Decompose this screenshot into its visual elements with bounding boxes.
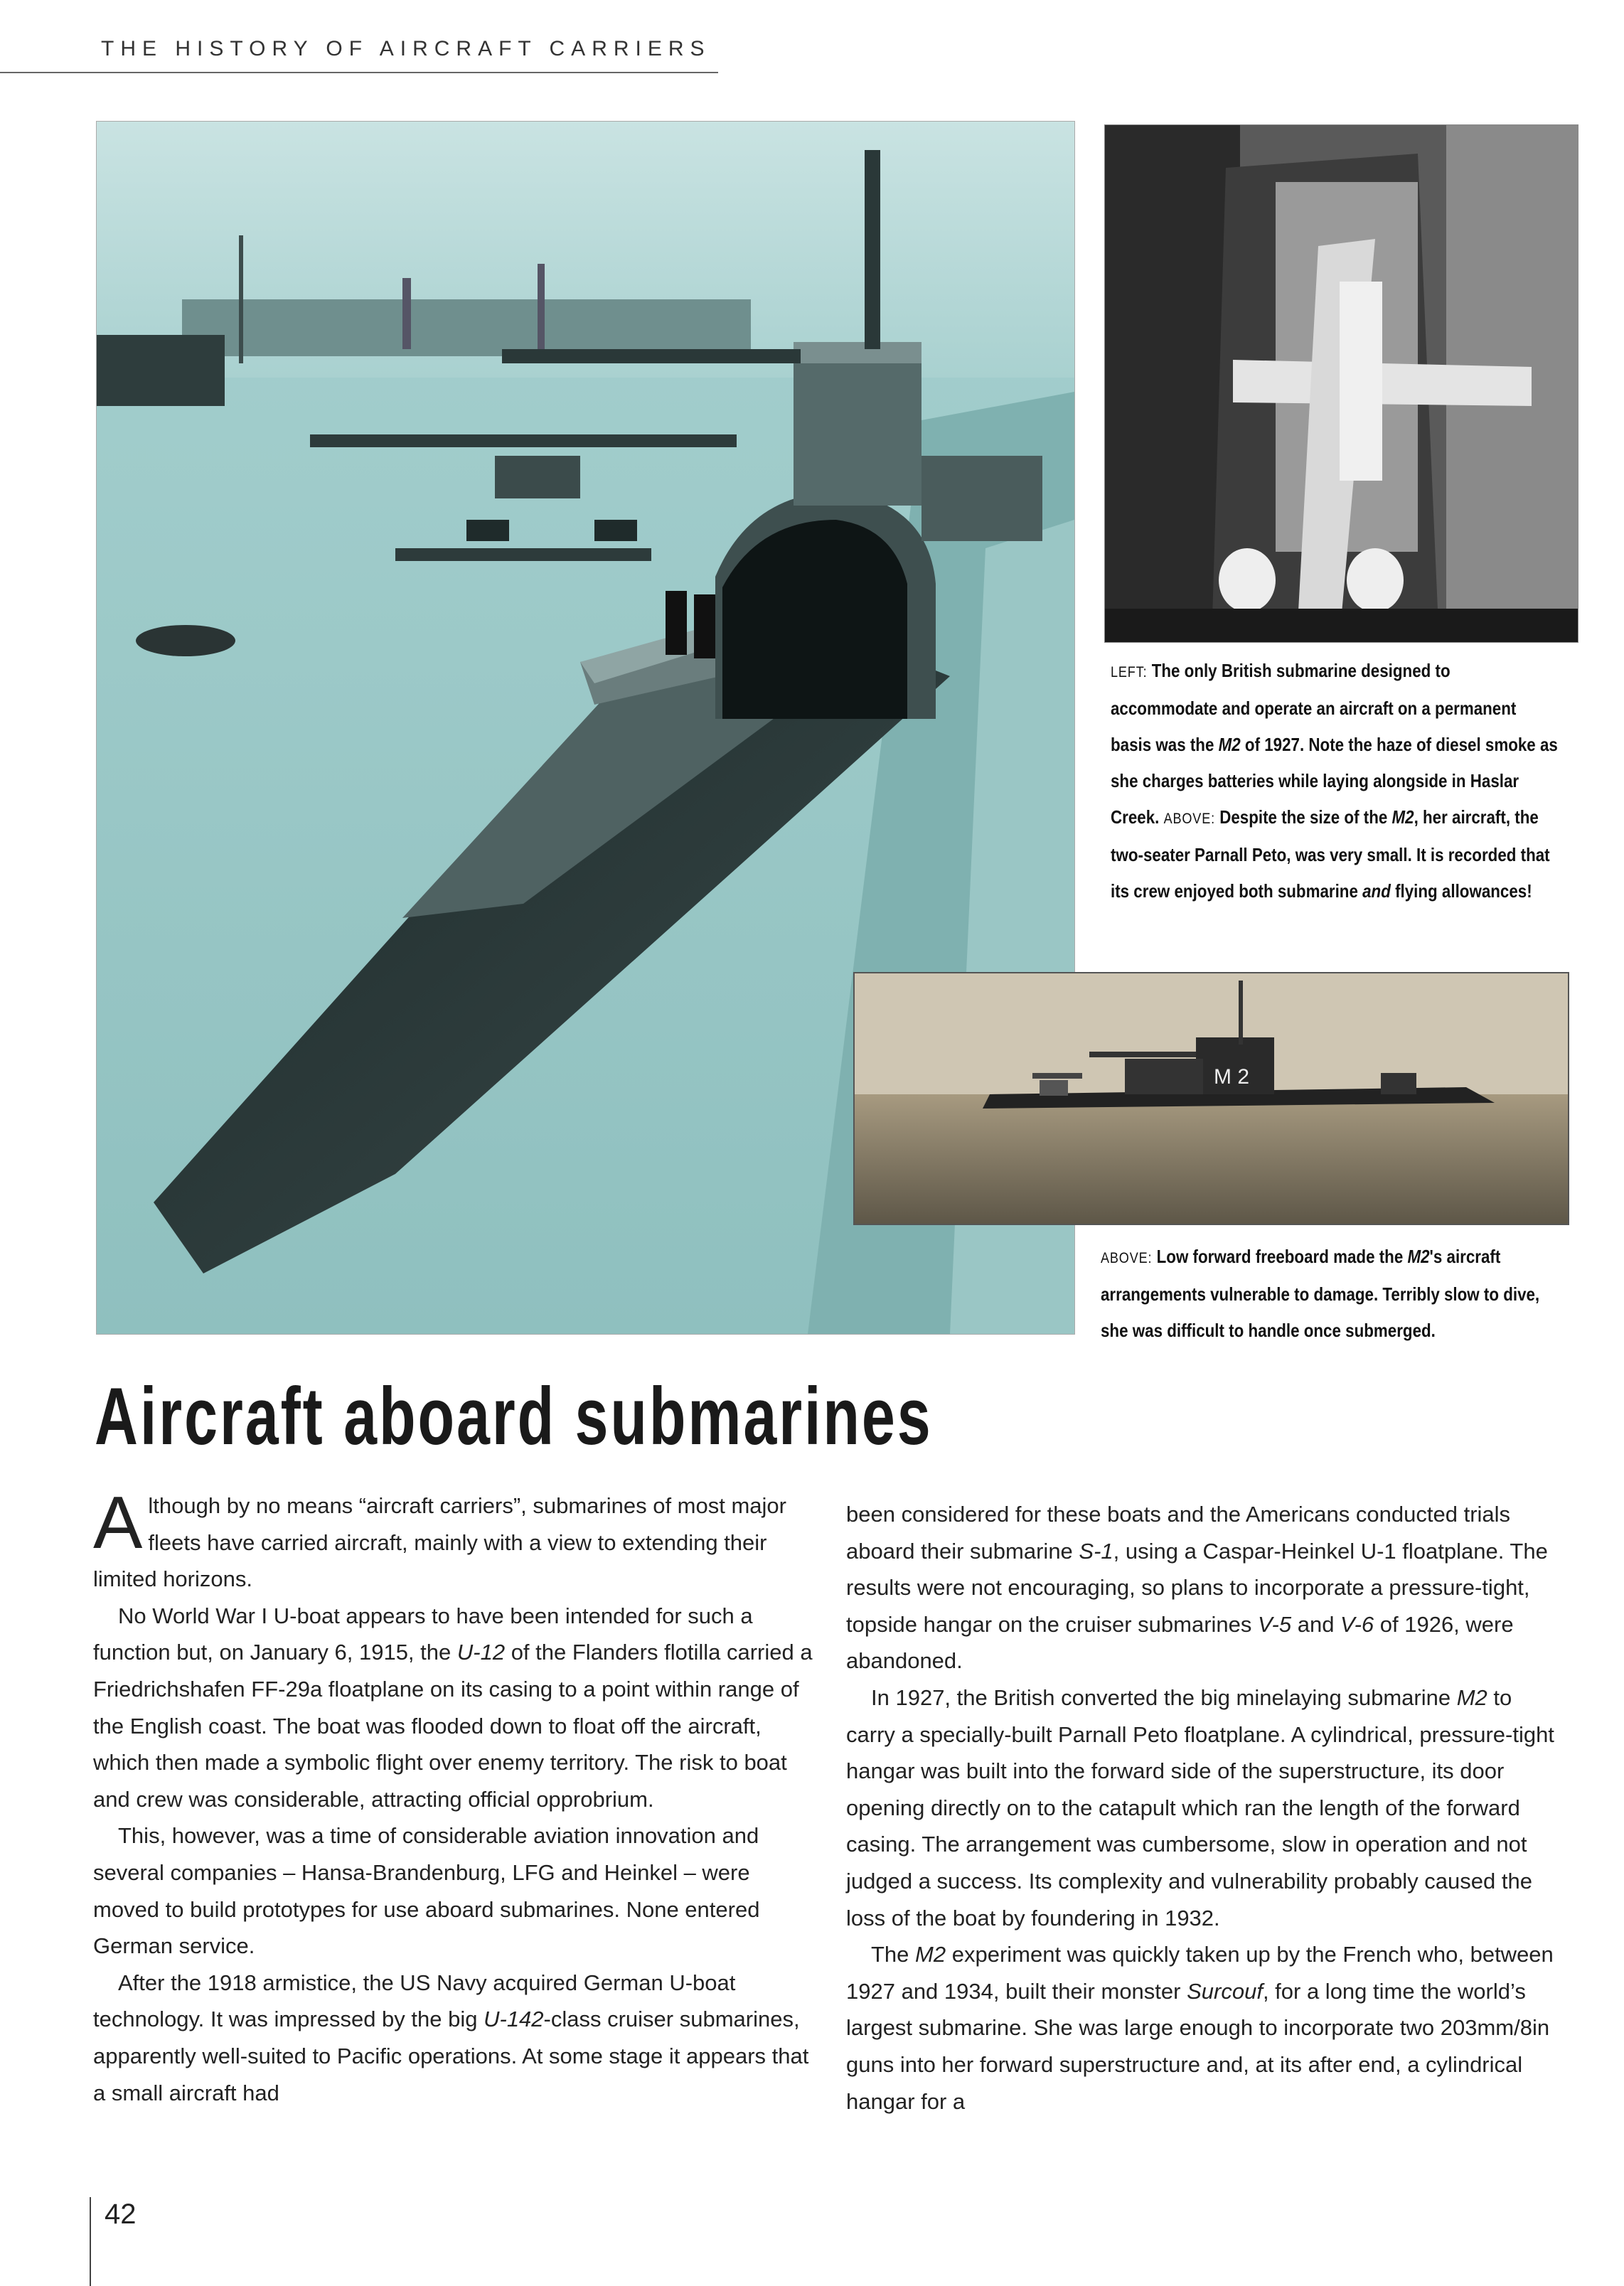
body-paragraph bbox=[93, 1482, 813, 1598]
caption-emphasis: and bbox=[1362, 880, 1391, 902]
body-column-left bbox=[93, 1482, 813, 2111]
vessel-name: U-142 bbox=[484, 2007, 544, 2032]
vessel-name: U-12 bbox=[456, 1640, 506, 1665]
header-rule bbox=[0, 72, 718, 73]
vessel-name: M2 bbox=[915, 1942, 946, 1967]
paragraph-text: lthough by no means “aircraft carriers”, submarines of most major fleets have carried aircraft, mainly with a view to extending their limited horizons. bbox=[93, 1493, 786, 1592]
body-paragraph bbox=[846, 1936, 1566, 2120]
caption-vessel-name: M2 bbox=[1218, 734, 1241, 755]
caption-text: , her aircraft, the two-seater Parnall Peto, was very small. It is recorded that its crew enjoyed both submarine bbox=[1111, 806, 1550, 902]
body-paragraph bbox=[846, 1679, 1566, 1936]
caption-text: flying allowances! bbox=[1390, 880, 1532, 902]
page-number: 42 bbox=[105, 2199, 137, 2230]
paragraph-text: The bbox=[871, 1942, 916, 1967]
caption-label-left: LEFT: bbox=[1111, 664, 1148, 680]
caption-text: 's aircraft arrangements vulnerable to damage. Terribly slow to dive, she was difficult to handle once submerged. bbox=[1101, 1246, 1540, 1341]
caption-label-above: ABOVE: bbox=[1163, 811, 1216, 827]
paragraph-text: to carry a specially-built Parnall Peto floatplane. A cylindrical, pressure-tight hangar was built into the forward side of the superstructure, its door opening directly on to the catapult which ran the length of the forward casing. The arrangement was cumbersome, slow in operation and not judged a success. Its complexity and vulnerability probably caused the loss of the boat by foundering in 1932. bbox=[846, 1684, 1554, 1930]
vessel-name: S-1 bbox=[1079, 1538, 1113, 1564]
body-paragraph: This, however, was a time of considerable aviation innovation and several companies – Hansa-Brandenburg, LFG and Heinkel – were moved to build prototypes for use aboard submarines. None entered German service. bbox=[93, 1823, 760, 1959]
vessel-name: V-5 bbox=[1258, 1611, 1292, 1637]
body-column-right bbox=[846, 1496, 1566, 2120]
photo-m2-at-sea bbox=[853, 972, 1569, 1225]
paragraph-text: of the Flanders flotilla carried a Friedrichshafen FF-29a floatplane on its casing to a point within range of the English coast. The boat was flooded down to float off the aircraft, which then made a symbolic flight over enemy territory. The risk to boat and crew was considerable, attracting official opprobrium. bbox=[93, 1640, 813, 1812]
caption-freeboard bbox=[1101, 1239, 1569, 1349]
drop-cap: A bbox=[93, 1482, 143, 1564]
folio-rule bbox=[90, 2197, 91, 2286]
paragraph-text: experiment was quickly taken up by the French who, between 1927 and 1934, built their monster bbox=[846, 1942, 1554, 2004]
paragraph-text: of 1926, were abandoned. bbox=[846, 1611, 1514, 1674]
body-paragraph bbox=[93, 1965, 813, 2111]
vessel-name: Surcouf bbox=[1187, 1978, 1263, 2004]
caption-text: of 1927. Note the haze of diesel smoke as she charges batteries while laying alongside in Haslar Creek. bbox=[1111, 734, 1558, 828]
article-headline: Aircraft aboard submarines bbox=[95, 1372, 933, 1462]
paragraph-text: No World War I U-boat appears to have been intended for such a function but, on January 6, 1915, the bbox=[93, 1603, 753, 1665]
paragraph-text: , using a Caspar-Heinkel U-1 floatplane. The results were not encouraging, so plans to incorporate a pressure-tight, topside hangar on the cruiser submarines bbox=[846, 1538, 1548, 1637]
vessel-name: M2 bbox=[1456, 1684, 1487, 1710]
vessel-name: V-6 bbox=[1340, 1611, 1374, 1637]
caption-text: Low forward freeboard made the bbox=[1152, 1246, 1408, 1267]
caption-text: The only British submarine designed to accommodate and operate an aircraft on a permanent basis was the bbox=[1111, 660, 1517, 755]
photo-parnall-peto-on-deck bbox=[1104, 124, 1578, 643]
caption-label-above: ABOVE: bbox=[1101, 1250, 1153, 1266]
paragraph-text: In 1927, the British converted the big minelaying submarine bbox=[871, 1684, 1457, 1710]
paragraph-text: , for a long time the world’s largest submarine. She was large enough to incorporate two 203mm/8in guns into her forward superstructure and, at its after end, a cylindrical hangar for a bbox=[846, 1978, 1550, 2114]
hull-marking: M 2 bbox=[1214, 1065, 1250, 1089]
caption-m2-and-peto bbox=[1111, 653, 1560, 909]
body-paragraph bbox=[93, 1598, 813, 1818]
paragraph-text: After the 1918 armistice, the US Navy acquired German U-boat technology. It was impressed by the big bbox=[93, 1970, 736, 2032]
caption-text: Despite the size of the bbox=[1215, 806, 1392, 828]
paragraph-text: been considered for these boats and the Americans conducted trials aboard their submarine bbox=[846, 1502, 1511, 1564]
caption-vessel-name: M2 bbox=[1407, 1246, 1430, 1267]
paragraph-text: -class cruiser submarines, apparently well-suited to Pacific operations. At some stage it appears that a small aircraft had bbox=[93, 2007, 809, 2105]
body-paragraph bbox=[846, 1496, 1566, 1679]
paragraph-text: and bbox=[1291, 1611, 1341, 1637]
running-head: THE HISTORY OF AIRCRAFT CARRIERS bbox=[101, 37, 711, 60]
caption-vessel-name: M2 bbox=[1391, 806, 1414, 828]
